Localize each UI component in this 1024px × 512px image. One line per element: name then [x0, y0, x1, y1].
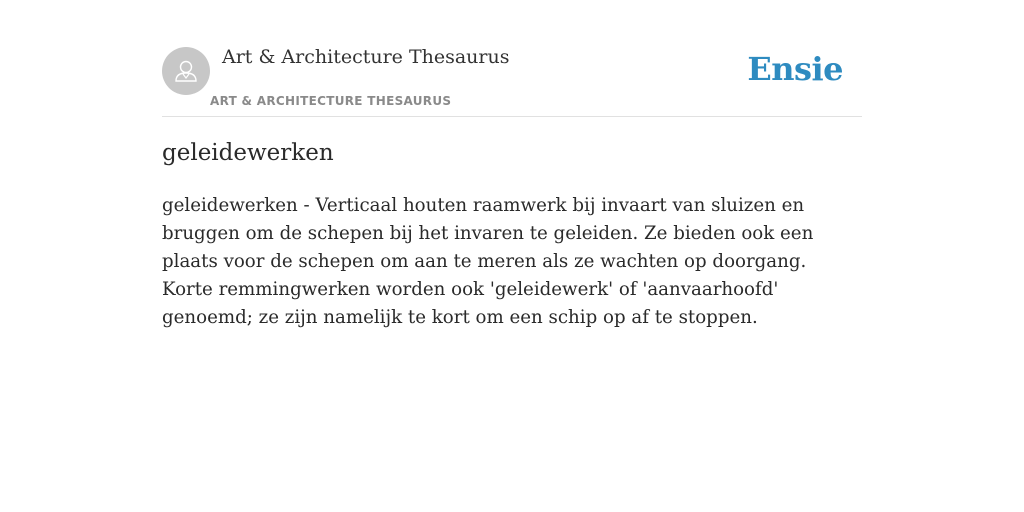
ensie-logo[interactable]: Ensie: [747, 50, 843, 88]
entry-header: [162, 0, 862, 117]
avatar[interactable]: [162, 47, 210, 95]
page-title: geleidewerken: [162, 140, 334, 166]
entry-card: [162, 0, 862, 328]
source-label[interactable]: ART & ARCHITECTURE THESAURUS: [210, 94, 452, 108]
author-name[interactable]: Art & Architecture Thesaurus: [222, 46, 510, 68]
definition-text: geleidewerken - Verticaal houten raamwerk bij invaart van sluizen en bruggen om de schepen bij het invaren te geleiden. Ze bieden ook een plaats voor de schepen om aan te meren als ze wachten op doorgang. Korte remmingwerken worden ook 'geleidewerk' of 'aanvaarhoofd' genoemd; ze zijn namelijk te kort om een schip op af te stoppen.: [162, 195, 814, 328]
user-icon: [172, 57, 200, 85]
